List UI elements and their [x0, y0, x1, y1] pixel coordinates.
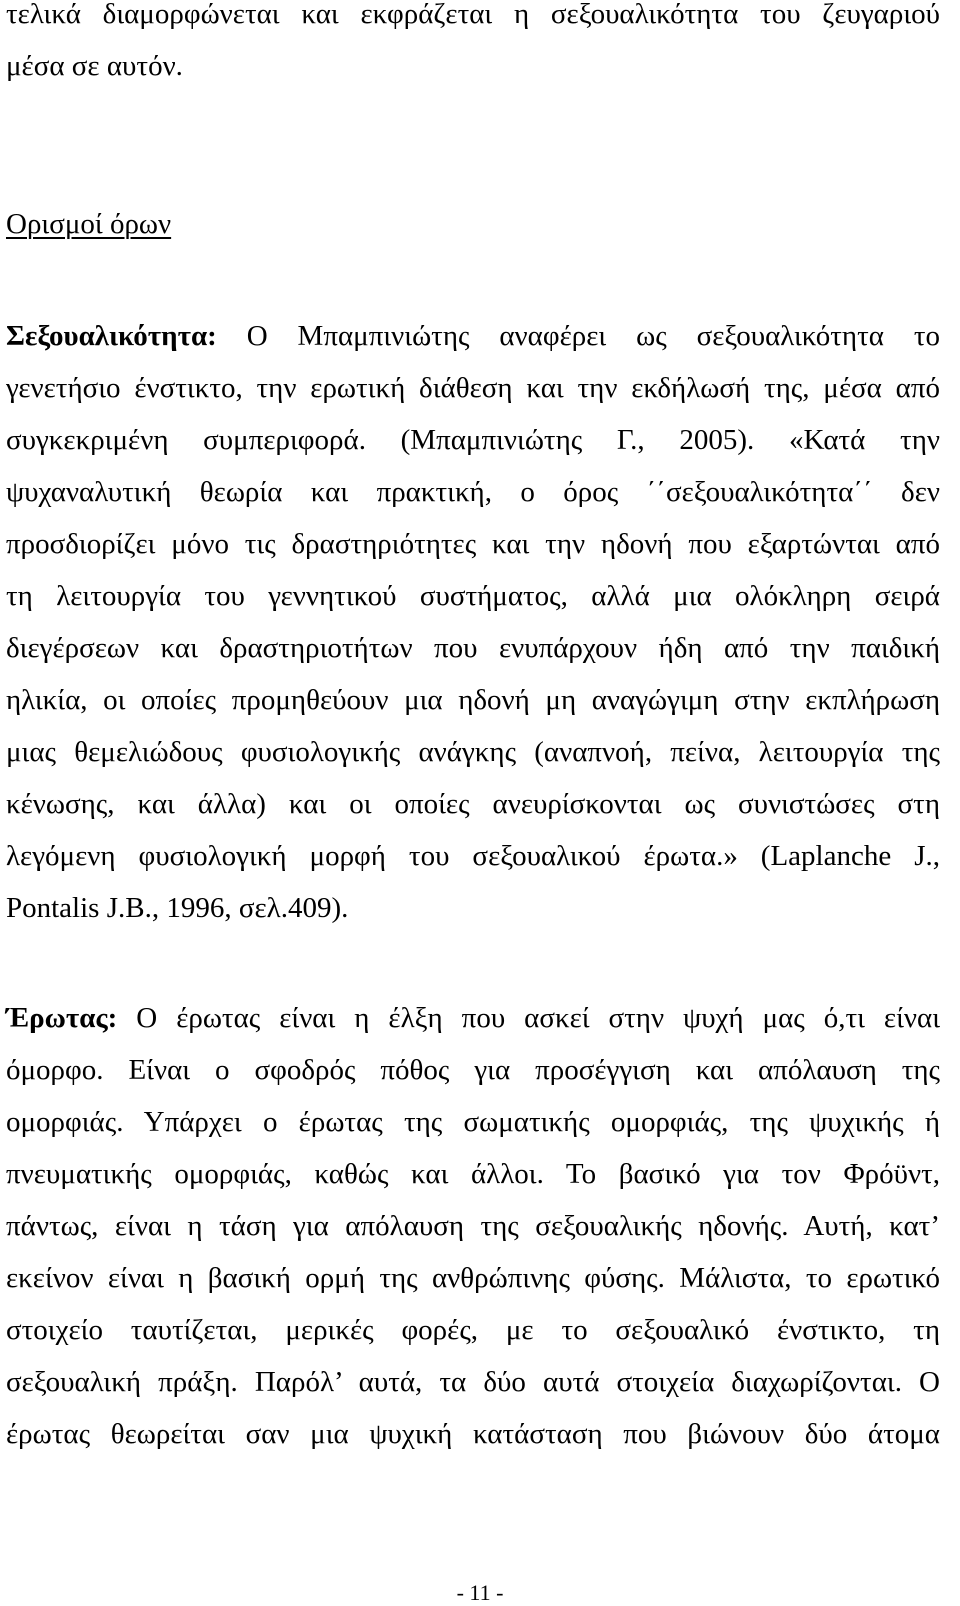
sexuality-line-10: κένωσης, και άλλα) και οι οποίες ανευρίσκονται ως συνιστώσες στη: [6, 788, 940, 820]
love-line-4: πνευματικής ομορφιάς, καθώς και άλλοι. Το βασικό για τον Φρόϋντ,: [6, 1158, 940, 1190]
love-line-7: στοιχείο ταυτίζεται, μερικές φορές, με το σεξουαλικό ένστικτο, τη: [6, 1314, 940, 1346]
sexuality-line-8: ηλικία, οι οποίες προμηθεύουν μια ηδονή μη αναγώγιμη στην εκπλήρωση: [6, 684, 940, 716]
love-term: Έρωτας:: [6, 1002, 118, 1034]
love-line-8: σεξουαλική πράξη. Παρόλ’ αυτά, τα δύο αυτά στοιχεία διαχωρίζονται. Ο: [6, 1366, 940, 1398]
sexuality-line-2: γενετήσιο ένστικτο, την ερωτική διάθεση και την εκδήλωσή της, μέσα από: [6, 372, 940, 404]
love-line-6: εκείνον είναι η βασική ορμή της ανθρώπινης φύσης. Μάλιστα, το ερωτικό: [6, 1262, 940, 1294]
sexuality-line-1: [6, 318, 940, 354]
love-line-2: όμορφο. Είναι ο σφοδρός πόθος για προσέγγιση και απόλαυση της: [6, 1054, 940, 1086]
sexuality-line-9: μιας θεμελιώδους φυσιολογικής ανάγκης (αναπνοή, πείνα, λειτουργία της: [6, 736, 940, 768]
sexuality-line-12: Pontalis J.B., 1996, σελ.409).: [6, 892, 349, 924]
page-number: - 11 -: [456, 1580, 504, 1605]
sexuality-term: Σεξουαλικότητα:: [6, 320, 217, 352]
intro-line-2: μέσα σε αυτόν.: [6, 50, 183, 82]
love-line-1: [6, 1000, 940, 1036]
intro-line-1: τελικά διαμορφώνεται και εκφράζεται η σεξουαλικότητα του ζευγαριού: [6, 0, 940, 30]
sexuality-line-1-rest: Ο Μπαμπινιώτης αναφέρει ως σεξουαλικότητα το: [216, 320, 940, 352]
love-line-3: ομορφιάς. Υπάρχει ο έρωτας της σωματικής ομορφιάς, της ψυχικής ή: [6, 1106, 940, 1138]
love-line-1-rest: Ο έρωτας είναι η έλξη που ασκεί στην ψυχή μας ό,τι είναι: [117, 1002, 940, 1034]
love-line-5: πάντως, είναι η τάση για απόλαυση της σεξουαλικής ηδονής. Αυτή, κατ’: [6, 1210, 940, 1242]
sexuality-line-4: ψυχαναλυτική θεωρία και πρακτική, ο όρος ΄΄σεξουαλικότητα΄΄ δεν: [6, 476, 940, 508]
love-line-9: έρωτας θεωρείται σαν μια ψυχική κατάσταση που βιώνουν δύο άτομα: [6, 1418, 940, 1450]
sexuality-line-7: διεγέρσεων και δραστηριοτήτων που ενυπάρχουν ήδη από την παιδική: [6, 632, 940, 664]
sexuality-line-3: συγκεκριμένη συμπεριφορά. (Μπαμπινιώτης Γ., 2005). «Κατά την: [6, 424, 940, 456]
sexuality-line-6: τη λειτουργία του γεννητικού συστήματος, αλλά μια ολόκληρη σειρά: [6, 580, 940, 612]
sexuality-line-5: προσδιορίζει μόνο τις δραστηριότητες και την ηδονή που εξαρτώνται από: [6, 528, 940, 560]
sexuality-line-11: λεγόμενη φυσιολογική μορφή του σεξουαλικού έρωτα.» (Laplanche J.,: [6, 840, 940, 872]
section-heading: Ορισμοί όρων: [6, 208, 172, 240]
